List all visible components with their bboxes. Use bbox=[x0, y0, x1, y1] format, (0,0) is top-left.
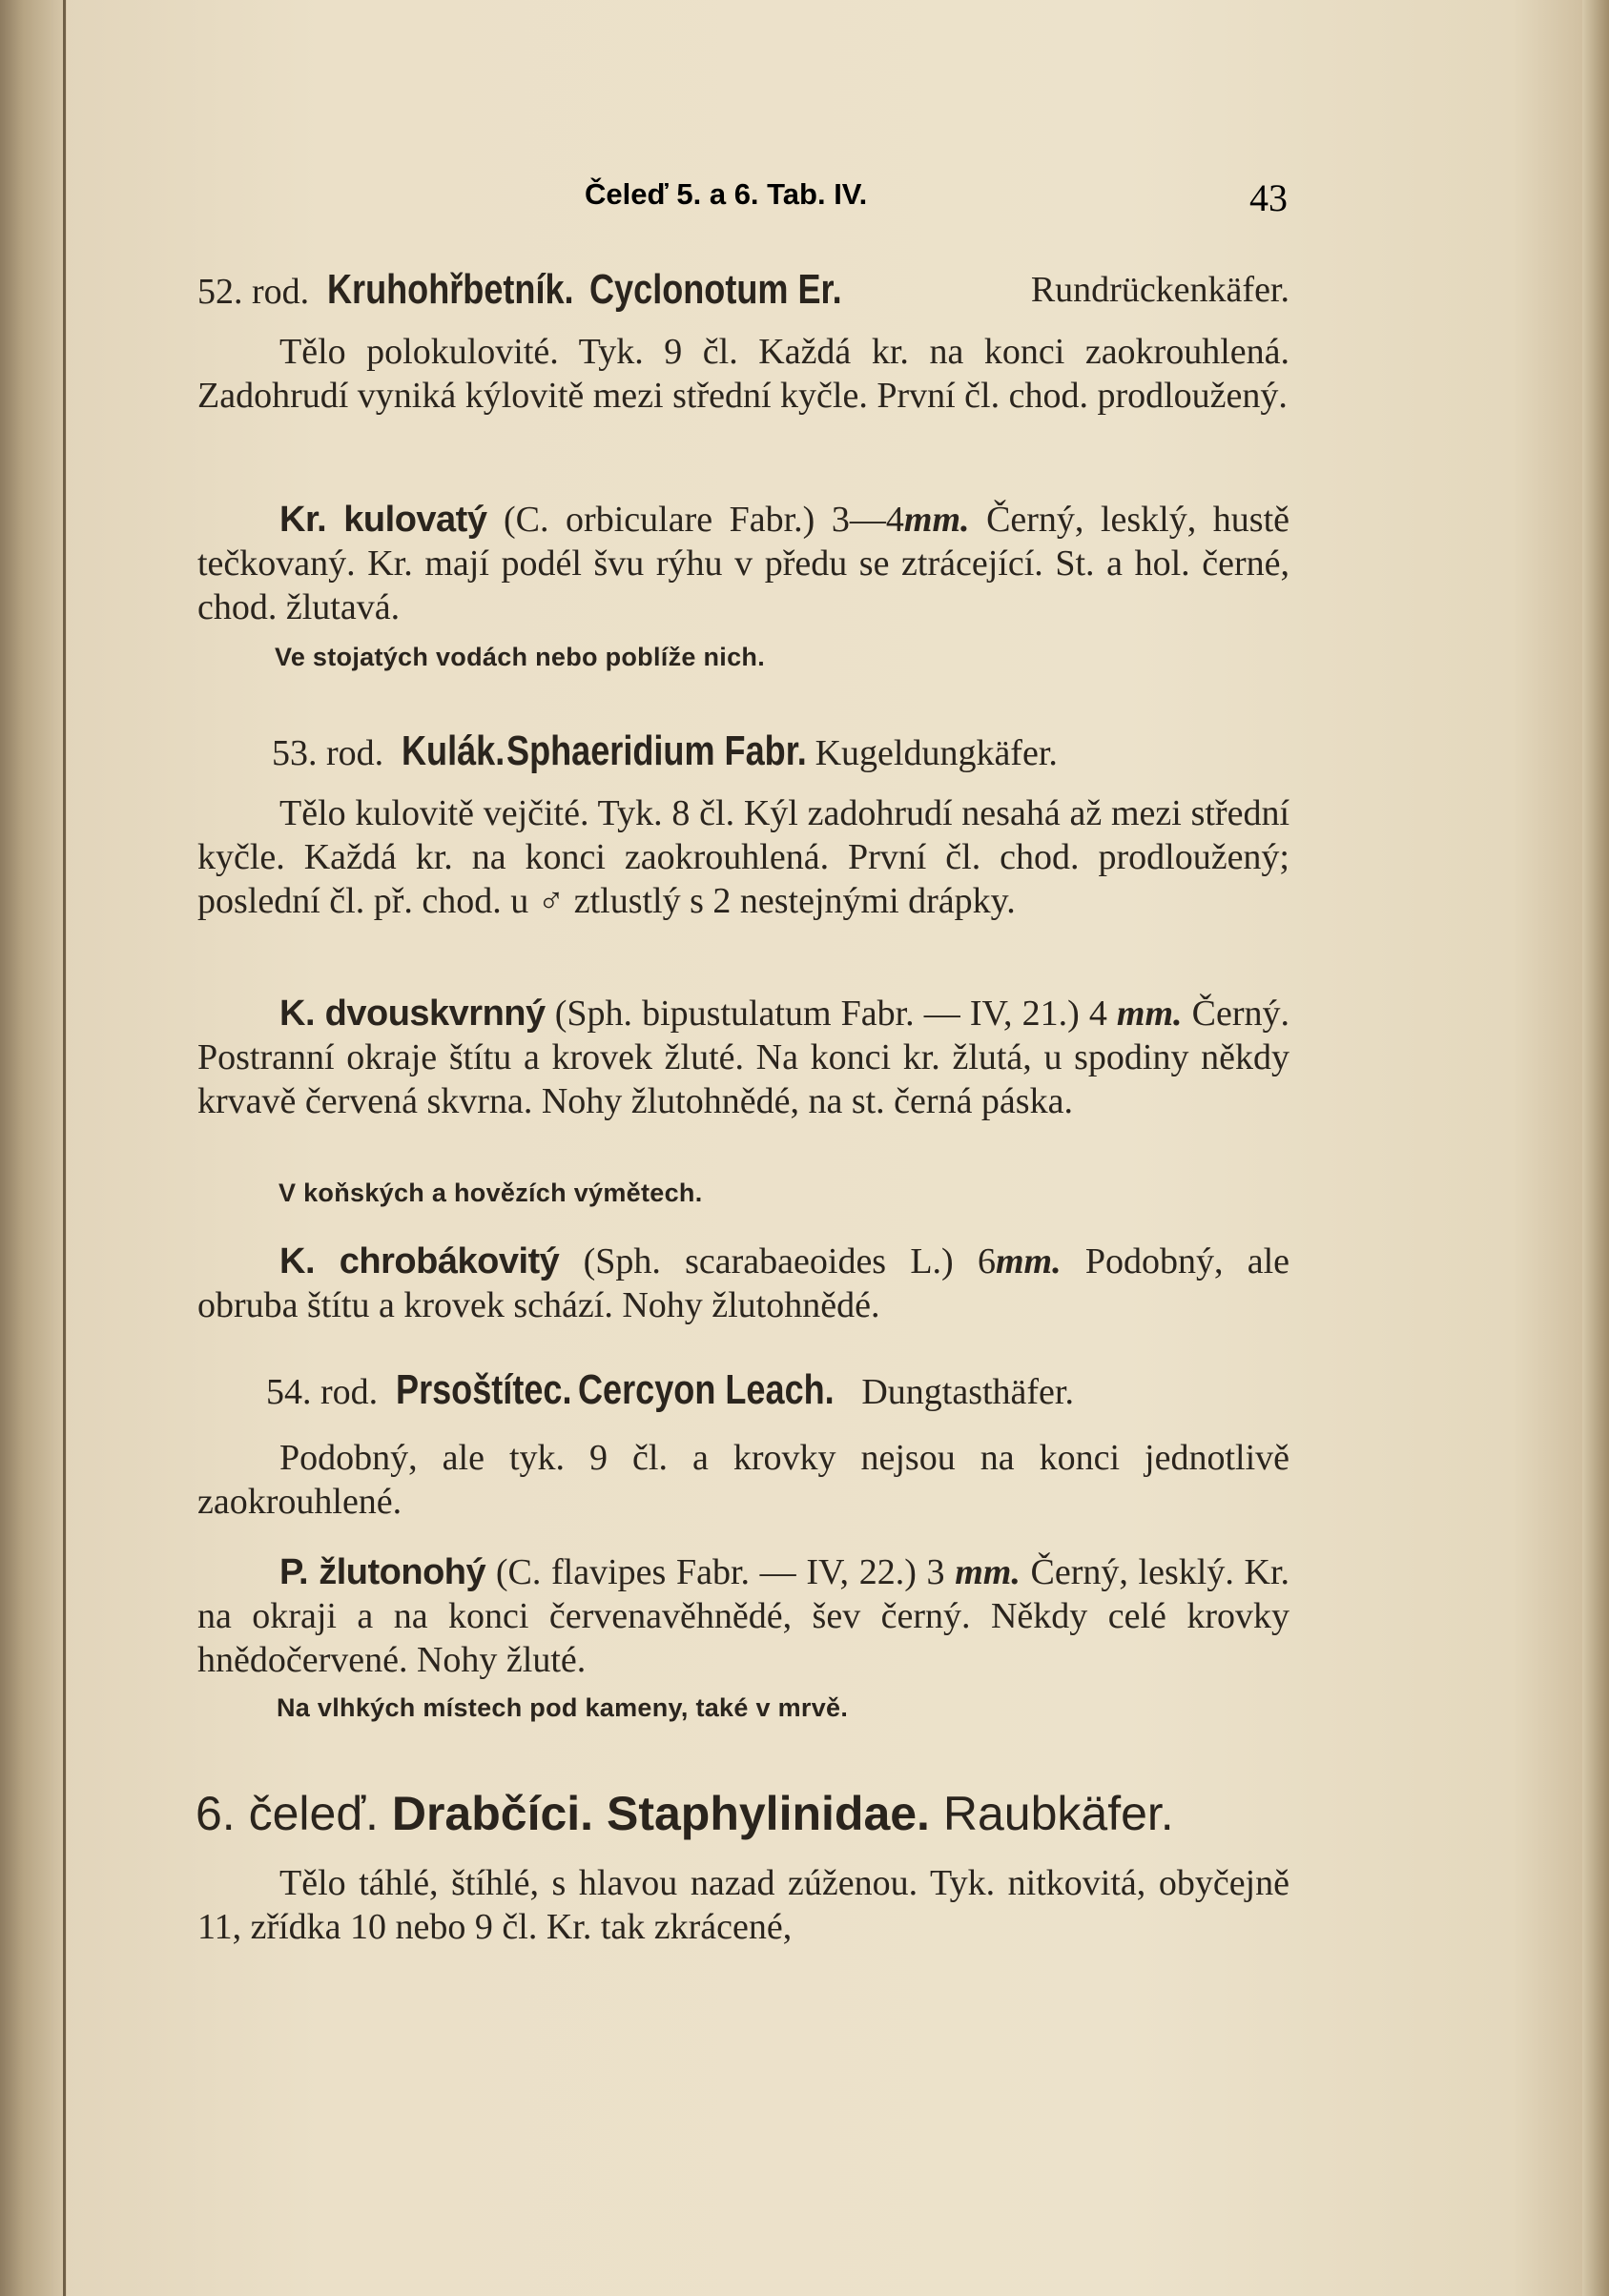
family-german-name: Raubkäfer. bbox=[942, 1787, 1174, 1840]
habitat-note bbox=[278, 1177, 1371, 1209]
species-latin: (Sph. bipustulatum Fabr. — IV, 21.) bbox=[554, 994, 1080, 1034]
species-zlutonohy bbox=[197, 1550, 1289, 1682]
genus-latin-name: Cyclonotum Er. bbox=[589, 266, 843, 313]
habitat-note bbox=[275, 641, 1367, 673]
genus-53-heading bbox=[197, 728, 1289, 776]
page-edge-shadow bbox=[1582, 0, 1609, 2296]
species-description: Černý, lesklý. Kr. na okraji a na konci červenavěhnědé, šev černý. Někdy celé krovky hnědočervené. Nohy žluté. bbox=[197, 1552, 1289, 1680]
genus-number: 52. rod. bbox=[197, 272, 310, 312]
species-description: Podobný, ale obruba štítu a krovek schází. Nohy žlutohnědé. bbox=[197, 1241, 1290, 1325]
family-latin-name: Staphylinidae. bbox=[606, 1787, 930, 1840]
habitat-text: V koňských a hovězích výmětech. bbox=[278, 1179, 703, 1207]
species-description: Černý. Postranní okraje štítu a krovek žluté. Na konci kr. žlutá, u spodiny někdy krvavě červená skvrna. Nohy žlutohnědé, na st. černá páska. bbox=[197, 994, 1289, 1121]
habitat-note bbox=[277, 1691, 1369, 1724]
species-name: K. dvouskvrnný bbox=[279, 994, 546, 1034]
species-description: Černý, lesklý, hustě tečkovaný. Kr. mají podél švu rýhu v předu se ztrácející. St. a hol. černé, chod. žlutavá. bbox=[197, 500, 1289, 627]
page-number: 43 bbox=[1249, 176, 1288, 219]
running-head: Čeleď 5. a 6. Tab. IV. bbox=[585, 177, 868, 211]
genus-german-name: Rundrückenkäfer. bbox=[1030, 270, 1289, 310]
genus-czech-name: Kulák. bbox=[402, 728, 505, 774]
description-paragraph: Tělo kulovitě vejčité. Tyk. 8 čl. Kýl zadohrudí nesahá až mezi střední kyčle. Každá kr. na konci zaokrouhlená. První čl. chod. prodloužený; poslední čl. př. chod. u ♂ ztlustlý s 2 nestejnými drápky. bbox=[197, 793, 1289, 921]
genus-53-description bbox=[197, 791, 1289, 923]
size-unit: mm. bbox=[903, 500, 970, 540]
genus-latin-name: Cercyon Leach. bbox=[578, 1366, 835, 1413]
species-size: 3 bbox=[926, 1552, 945, 1592]
genus-german-name: Kugeldungkäfer. bbox=[815, 733, 1058, 773]
family-number: 6. čeleď. bbox=[196, 1787, 379, 1840]
species-size: 6 bbox=[977, 1241, 996, 1281]
species-size: 4 bbox=[1088, 994, 1107, 1034]
species-name: K. chrobákovitý bbox=[279, 1241, 560, 1281]
species-latin: (C. flavipes Fabr. — IV, 22.) bbox=[495, 1552, 917, 1592]
genus-54-heading bbox=[197, 1367, 1289, 1415]
genus-german-name: Dungtasthäfer. bbox=[861, 1372, 1074, 1412]
gutter-line bbox=[63, 0, 66, 2296]
species-size: 3—4 bbox=[831, 500, 904, 540]
description-paragraph: Tělo polokulovité. Tyk. 9 čl. Každá kr. na konci zaokrouhlená. Zadohrudí vyniká kýlovitě mezi střední kyčle. První čl. chod. prodloužený. bbox=[197, 332, 1289, 416]
description-paragraph: Podobný, ale tyk. 9 čl. a krovky nejsou na konci jednotlivě zaokrouhlené. bbox=[197, 1438, 1289, 1522]
book-spine-shadow bbox=[0, 0, 67, 2296]
family-czech-name: Drabčíci. bbox=[391, 1787, 594, 1840]
size-unit: mm. bbox=[955, 1552, 1021, 1592]
species-name: P. žlutonohý bbox=[279, 1552, 486, 1592]
genus-number: 54. rod. bbox=[266, 1372, 379, 1412]
genus-54-description bbox=[197, 1436, 1289, 1524]
habitat-text: Na vlhkých místech pod kameny, také v mrvě. bbox=[277, 1693, 849, 1722]
species-chrobakovity bbox=[197, 1240, 1289, 1327]
genus-czech-name: Kruhohřbetník. bbox=[327, 266, 574, 313]
genus-52-description bbox=[197, 330, 1289, 418]
family-6-description bbox=[197, 1861, 1289, 1949]
species-kulovaty bbox=[197, 498, 1289, 629]
species-latin: (Sph. scarabaeoides L.) bbox=[583, 1241, 954, 1281]
species-latin: (C. orbiculare Fabr.) bbox=[504, 500, 815, 540]
species-name: Kr. kulovatý bbox=[279, 500, 487, 540]
family-6-heading bbox=[196, 1785, 1292, 1842]
genus-number: 53. rod. bbox=[272, 733, 384, 773]
genus-52-heading bbox=[197, 267, 1289, 315]
species-dvouskvrnny bbox=[197, 992, 1289, 1123]
description-paragraph: Tělo táhlé, štíhlé, s hlavou nazad zúženou. Tyk. nitkovitá, obyčejně 11, zřídka 10 nebo 9 čl. Kr. tak zkrácené, bbox=[197, 1863, 1289, 1947]
habitat-text: Ve stojatých vodách nebo poblíže nich. bbox=[275, 643, 765, 671]
genus-latin-name: Sphaeridium Fabr. bbox=[506, 728, 807, 774]
size-unit: mm. bbox=[1116, 994, 1183, 1034]
genus-czech-name: Prsoštítec. bbox=[396, 1366, 572, 1413]
size-unit: mm. bbox=[995, 1241, 1062, 1281]
